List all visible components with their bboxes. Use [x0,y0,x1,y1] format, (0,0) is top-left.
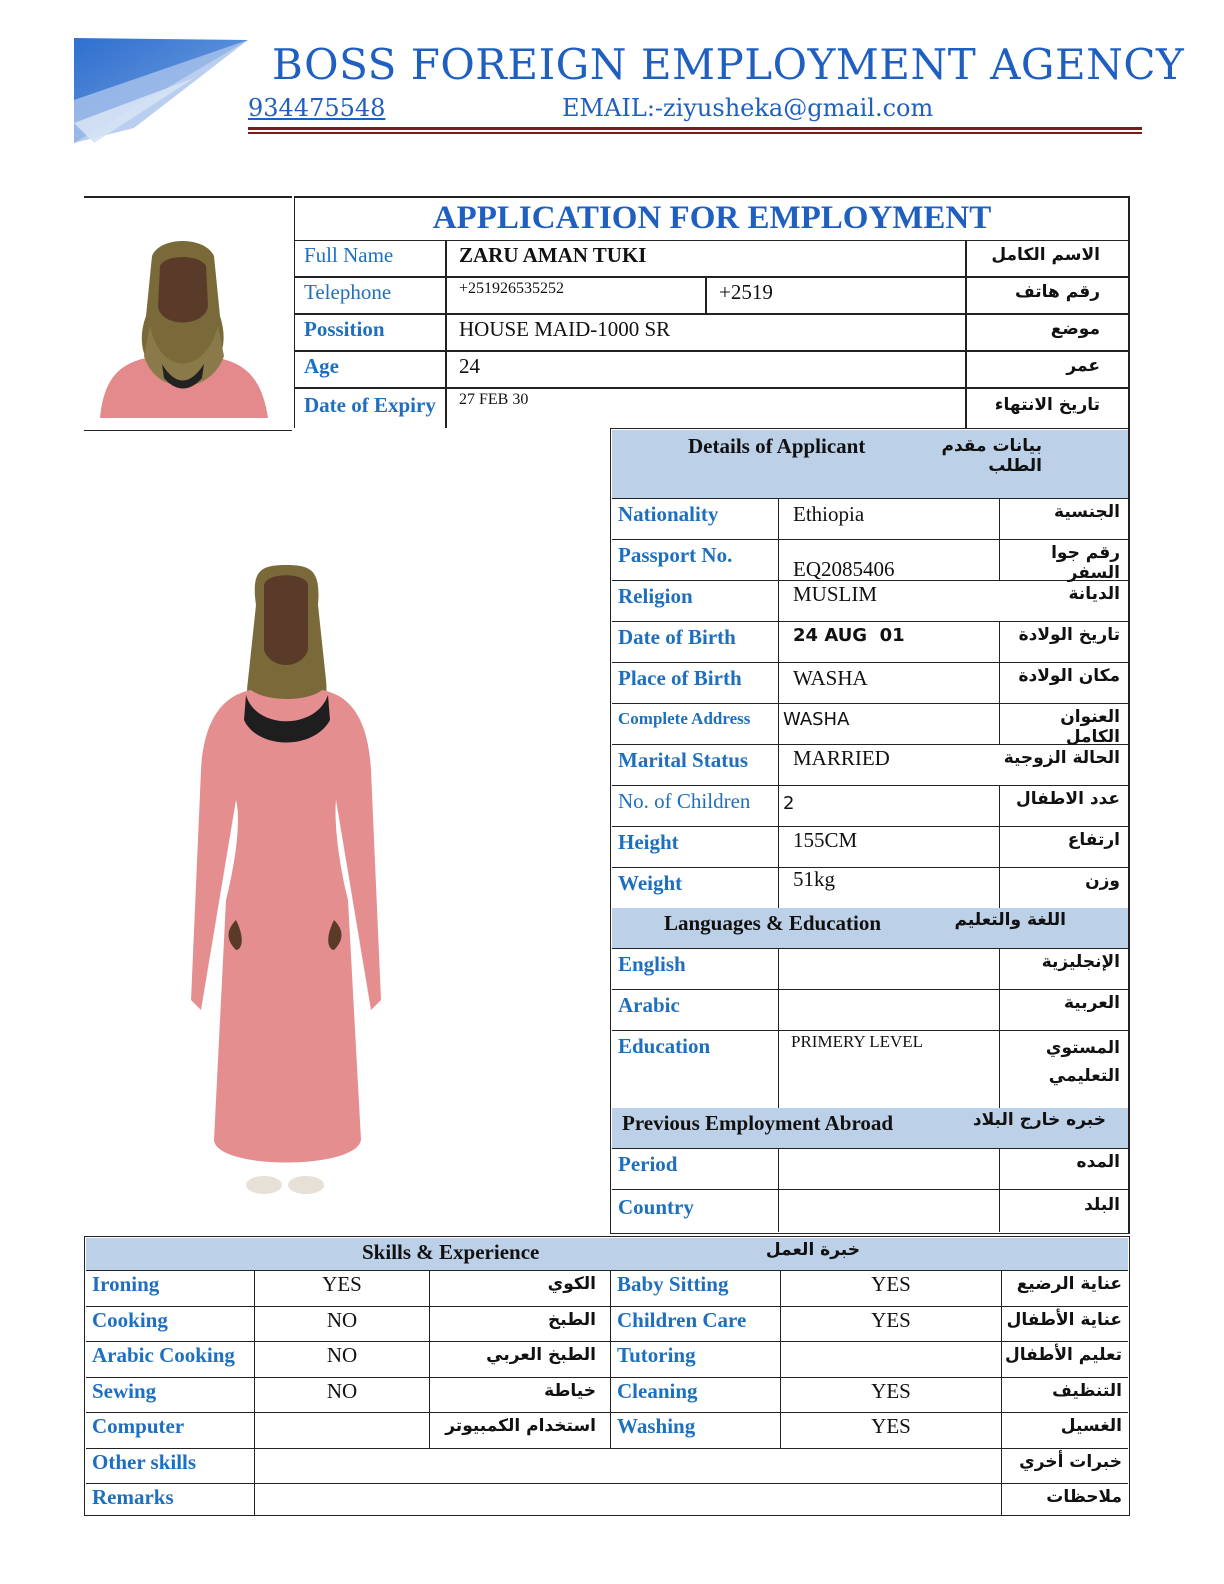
language-label: Arabic [618,993,680,1017]
detail-row [612,703,1128,745]
skill-ar-left: خياطة [544,1380,596,1401]
position-ar: موضع [966,314,1130,351]
agency-email: EMAIL:-ziyusheka@gmail.com [562,94,934,122]
skill-ar-right: عناية الرضيع [1016,1274,1122,1294]
applicant-full-body-photo [86,440,606,1230]
detail-row [612,580,1128,622]
position-value: HOUSE MAID-1000 SR [446,314,966,351]
header-divider-thin [248,132,1142,134]
telephone-value-2: +2519 [706,277,966,314]
skill-ar-right: التنظيف [1052,1380,1122,1401]
full-name-ar: الاسم الكامل [966,240,1130,277]
skill-row [86,1412,1128,1449]
skill-ar-left: الكوي [547,1274,596,1294]
detail-row [612,621,1128,663]
row-age [294,351,1130,388]
previous-ar: البلد [1084,1195,1120,1215]
skill-label-right: Tutoring [610,1341,780,1377]
expiry-label: Date of Expiry [294,388,446,428]
row-position [294,314,1130,351]
detail-value: WASHA [778,703,1000,744]
skill-label-left: Arabic Cooking [92,1343,235,1367]
detail-ar: عدد الاطفال [1016,789,1120,809]
previous-row [612,1148,1128,1190]
detail-ar: العنوان الكامل [1060,707,1120,747]
telephone-label: Telephone [294,277,446,314]
skill-value-left: NO [254,1377,430,1413]
language-value [778,989,1000,1030]
detail-label: Date of Birth [618,625,736,649]
details-header [612,430,1128,499]
skill-value-right: YES [780,1412,1002,1448]
detail-ar: الجنسية [1054,502,1120,522]
skills-title-ar: خبرة العمل [765,1240,860,1260]
skill-ar-left: الطبخ العربي [486,1345,596,1365]
detail-value: Ethiopia [778,498,1000,539]
skill-value-left: YES [254,1270,430,1306]
detail-row [612,785,1128,827]
skill-value-right: YES [780,1306,1002,1342]
detail-row [612,744,1128,786]
skill-label-left: Computer [92,1414,185,1438]
header-divider [248,127,1142,130]
previous-row [612,1189,1128,1232]
education-row [612,1030,1128,1109]
skill-value-left [254,1412,430,1448]
detail-label: Religion [618,584,693,608]
skills-title: Skills & Experience [362,1240,540,1264]
skill-ar-right: تعليم الأطفال [1005,1345,1122,1365]
detail-label: Height [618,830,679,854]
row-full-name [294,240,1130,277]
details-title-ar: بيانات مقدم الطلب [941,436,1042,476]
skill-value-left: NO [254,1306,430,1342]
telephone-ar: رقم هاتف [966,277,1130,314]
previous-value [778,1189,1000,1232]
detail-ar: مكان الولادة [1018,666,1120,686]
detail-ar: تاريخ الولادة [1018,625,1120,645]
skill-value-right [780,1341,1002,1377]
detail-value: EQ2085406 [778,539,1000,580]
skill-label-left: Sewing [92,1378,157,1403]
agency-logo [74,38,252,148]
other-skills-value [254,1448,1002,1484]
education-ar: المستوي التعليمي [1045,1038,1120,1086]
detail-value: MARRIED [778,744,1000,785]
detail-ar: رقم جوا السفر [1051,543,1120,583]
skill-value-left: NO [254,1341,430,1377]
language-ar: العربية [1063,993,1120,1013]
detail-row [612,867,1128,909]
detail-value: WASHA [778,662,1000,703]
applicant-headshot [90,236,275,418]
detail-label: Complete Address [618,709,751,728]
detail-ar: ارتفاع [1067,830,1120,850]
skill-row [86,1306,1128,1343]
detail-value: 2 [778,785,1000,826]
detail-label: Nationality [618,502,719,526]
details-title: Details of Applicant [688,434,866,458]
language-row [612,989,1128,1031]
previous-value [778,1148,1000,1189]
other-skills-row [86,1448,1128,1485]
skill-label-right: Cleaning [610,1377,780,1413]
skill-value-right: YES [780,1270,1002,1306]
languages-title-ar: اللغة والتعليم [954,910,1066,930]
education-value: PRIMERY LEVEL [778,1030,1000,1108]
detail-label: Marital Status [618,748,749,772]
skill-row [86,1341,1128,1378]
detail-value: 24 AUG 01 [778,621,1000,662]
skill-ar-right: عناية الأطفال [1006,1309,1122,1330]
detail-value: 155CM [778,826,1000,867]
previous-label: Country [618,1195,694,1219]
detail-row [612,539,1128,581]
age-value: 24 [446,351,966,388]
row-expiry [294,388,1130,428]
telephone-value: +251926535252 [446,277,706,314]
skill-label-left: Cooking [92,1307,168,1332]
agency-phone-link[interactable]: 934475548 [248,94,386,122]
education-label: Education [618,1034,711,1058]
full-name-value: ZARU AMAN TUKI [446,240,966,277]
other-skills-label: Other skills [92,1449,197,1474]
language-label: English [618,952,686,976]
remarks-value [254,1483,1002,1515]
skill-label-right: Baby Sitting [610,1270,780,1306]
previous-title: Previous Employment Abroad [622,1111,894,1135]
skill-value-right: YES [780,1377,1002,1413]
previous-title-ar: خبره خارج البلاد [972,1110,1106,1130]
other-skills-ar: خبرات أخري [1019,1451,1122,1472]
language-row [612,948,1128,990]
age-label: Age [294,351,446,388]
languages-header [612,908,1128,949]
detail-row [612,662,1128,704]
expiry-value: 27 FEB 30 [446,388,966,428]
language-ar: الإنجليزية [1041,952,1120,972]
skill-label-left: Ironing [92,1272,160,1296]
languages-title: Languages & Education [664,911,882,935]
detail-value: MUSLIM [778,580,1000,621]
row-telephone [294,277,1130,314]
detail-row [612,826,1128,868]
skill-label-right: Washing [610,1412,780,1448]
remarks-ar: ملاحظات [1046,1487,1122,1507]
detail-label: No. of Children [618,789,751,813]
skill-ar-right: الغسيل [1060,1416,1122,1436]
full-name-label: Full Name [294,240,446,277]
detail-label: Weight [618,871,683,895]
detail-value: 51kg [778,867,1000,908]
previous-ar: المده [1076,1152,1120,1172]
agency-name: BOSS FOREIGN EMPLOYMENT AGENCY [272,40,1185,89]
remarks-label: Remarks [92,1485,174,1509]
skill-label-right: Children Care [610,1306,780,1342]
previous-label: Period [618,1152,678,1176]
skills-header [86,1238,1128,1271]
skill-ar-left: استخدام الكمبيوتر [445,1416,596,1436]
detail-label: Passport No. [618,543,733,567]
detail-row [612,498,1128,540]
language-value [778,948,1000,989]
remarks-row [86,1483,1128,1515]
previous-header [612,1108,1128,1149]
position-label: Possition [294,314,446,351]
skill-row [86,1270,1128,1307]
expiry-ar: تاريخ الانتهاء [966,388,1130,428]
detail-ar: وزن [1085,871,1120,891]
detail-ar: الحالة الزوجية [1003,748,1120,768]
skill-ar-left: الطبخ [548,1309,596,1330]
page-title: APPLICATION FOR EMPLOYMENT [432,200,992,236]
skill-row [86,1377,1128,1414]
age-ar: عمر [966,351,1130,388]
detail-ar: الديانة [1068,584,1120,604]
detail-label: Place of Birth [618,666,742,690]
